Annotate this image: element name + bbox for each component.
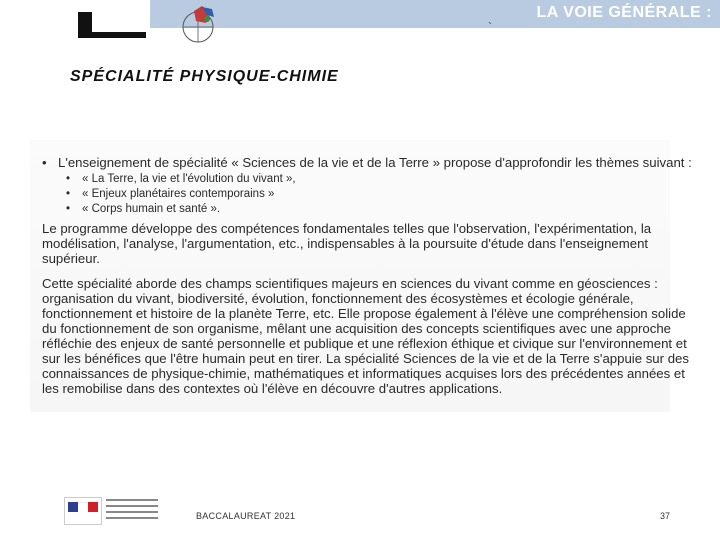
section-title: SPÉCIALITÉ PHYSIQUE-CHIMIE <box>70 68 339 85</box>
header-tick-mark: ` <box>488 20 492 34</box>
ministry-name-mark <box>106 499 158 523</box>
list-item <box>66 187 692 202</box>
theme-text: « Corps humain et santé ». <box>82 203 221 215</box>
academy-emblem-icon <box>176 3 222 45</box>
page-header-title: LA VOIE GÉNÉRALE : <box>536 4 712 21</box>
intro-text: L'enseignement de spécialité « Sciences de la vie et de la Terre » propose d'approfondir les thèmes suivant : <box>58 155 692 170</box>
bullet-dot: • <box>66 188 71 200</box>
theme-text: « La Terre, la vie et l'évolution du vivant », <box>82 173 296 185</box>
marianne-flag-icon <box>64 497 102 525</box>
intro-bullet <box>42 155 692 170</box>
program-paragraph: Le programme développe des compétences fondamentales telles que l'observation, l'expérimentation, la modélisation, l'analyse, l'argumentation, etc., indispensables à la poursuite d'étude dans l'enseignement supérieur. <box>42 221 652 266</box>
bullet-dot: • <box>66 203 71 215</box>
ministry-logo <box>62 495 160 527</box>
theme-text: « Enjeux planétaires contemporains » <box>82 188 275 200</box>
themes-list <box>66 172 692 217</box>
bullet-dot: • <box>42 155 47 170</box>
footer-label: BACCALAUREAT 2021 <box>196 511 296 521</box>
specialty-paragraph: Cette spécialité aborde des champs scientifiques majeurs en sciences du vivant comme en géosciences : organisation du vivant, biodiversité, évolution, fonctionnement des écosystèmes et écologie générale, fonctionnement et histoire de la planète Terre, etc. Elle propose également à l'élève une compréhension solide du fonctionnement de son organisme, mêlant une acquisition des concepts scientifiques avec une approche réfléchie des enjeux de santé personnelle et publique et une réflexion éthique et civique sur l'environnement et sur les bénéfices que l'être humain peut en tirer. La spécialité Sciences de la vie et de la Terre s'appuie sur des connaissances de physique-chimie, mathématiques et informatiques acquises lors des précédentes années et les remobilise dans des contextes où l'élève en découvre d'autres applications. <box>42 276 689 396</box>
list-item <box>66 202 692 217</box>
bullet-dot: • <box>66 173 71 185</box>
list-item <box>66 172 692 187</box>
page-number: 37 <box>660 511 671 521</box>
content-body <box>42 155 692 396</box>
brand-logo-mark <box>78 12 146 38</box>
